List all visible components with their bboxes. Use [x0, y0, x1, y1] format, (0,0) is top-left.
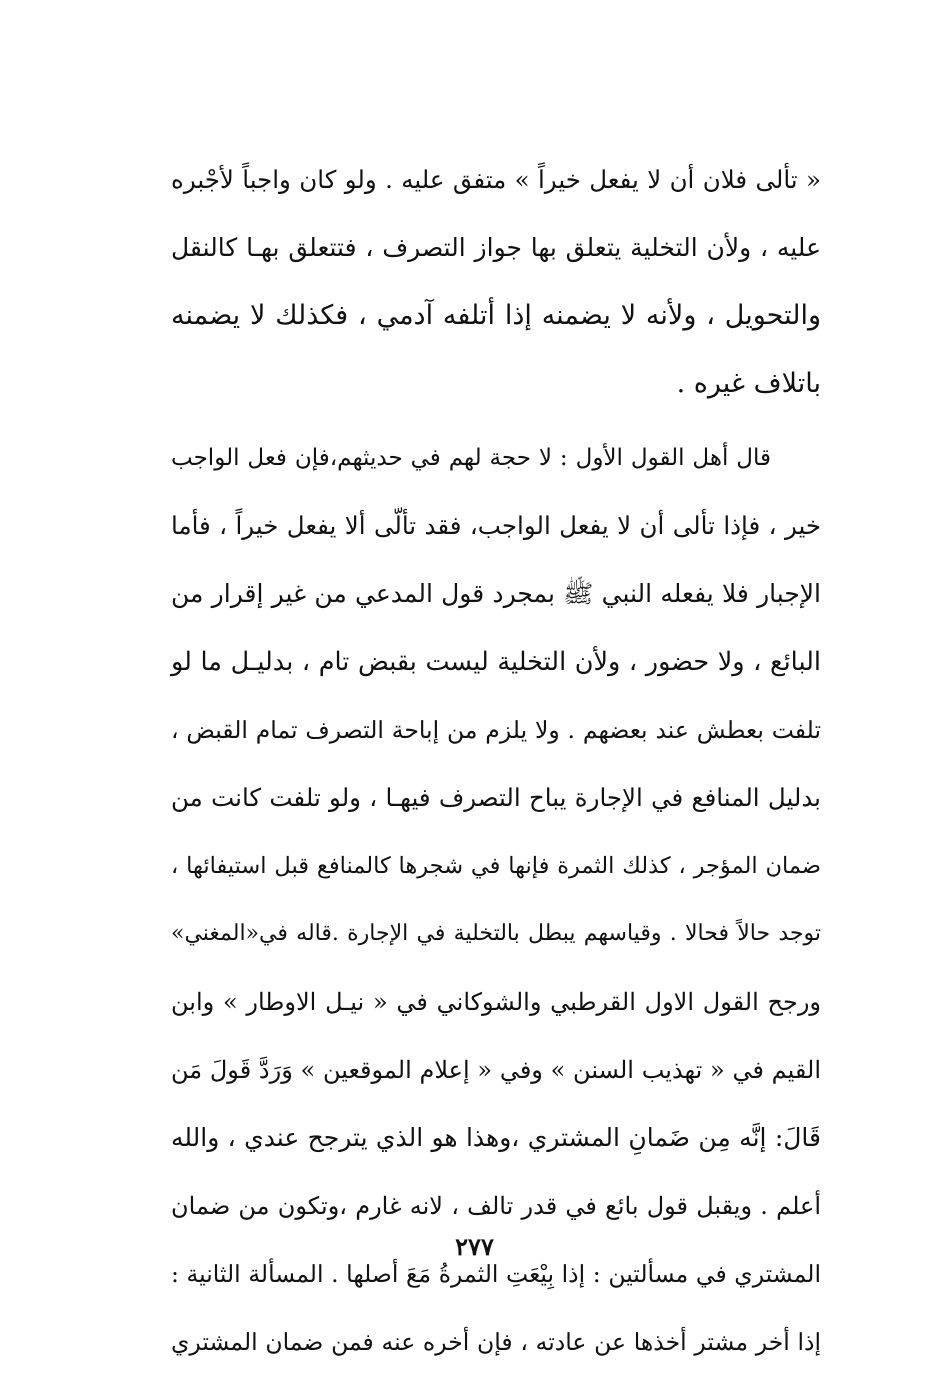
page-body-text [171, 148, 821, 1378]
text-line: أعلم . ويقبل قول بائع في قدر تالف ، لانه غارم ،وتكون من ضمان [171, 1192, 821, 1220]
text-line: والتحويل ، ولأنه لا يضمنه إذا أتلفه آدمي ، فكذلك لا يضمنه [171, 300, 821, 331]
text-line: « تألى فلان أن لا يفعل خيراً » متفق عليه . ولو كان واجباً لأجْبره [171, 165, 821, 194]
text-line: بدليل المنافع في الإجارة يباح التصرف فيهـا ، ولو تلفت كانت من [171, 783, 821, 812]
text-line: القيم في « تهذيب السنن » وفي « إعلام الموقعين » وَرَدَّ قَولَ مَن [171, 1056, 821, 1084]
text-line: عليه ، ولأن التخلية يتعلق بها جواز التصرف ، فتتعلق بهـا كالنقل [171, 233, 821, 262]
text-line: باتلاف غيره . [676, 368, 821, 399]
text-line: تلفت بعطش عند بعضهم . ولا يلزم من إباحة التصرف تمام القبض ، [171, 716, 821, 744]
text-line: ضمان المؤجر ، كذلك الثمرة فإنها في شجرها كالمنافع قبل استيفائها ، [171, 853, 821, 879]
text-line: توجد حالاً فحالا . وقياسهم يبطل بالتخلية في الإجارة .قاله في«المغني» [171, 921, 821, 946]
text-line: قال أهل القول الأول : لا حجة لهم في حديثهم،فإن فعل الواجب [171, 445, 771, 471]
text-line: قَالَ: إنَّه مِن ضَمانِ المشتري ،وهذا هو الذي يترجح عندي ، والله [171, 1123, 821, 1152]
page-number: ٢٧٧ [455, 1232, 494, 1261]
text-line: المشتري في مسألتين : إذا بِيْعَتِ الثمرةُ مَعَ أصلها . المسألة الثانية : [171, 1260, 821, 1288]
text-line: إذا أخر مشتر أخذها عن عادته ، فإن أخره عنه فمن ضمان المشتري [171, 1328, 821, 1356]
paragraph-1 [171, 148, 821, 420]
text-line: خير ، فإذا تألى أن لا يفعل الواجب، فقد تألّى ألا يفعل خيراً ، فأما [171, 511, 821, 540]
text-line: البائع ، ولا حضور ، ولأن التخلية ليست بقبض تام ، بدليـل ما لو [171, 647, 821, 677]
text-line: الإجبار فلا يفعله النبي ﷺ بمجرد قول المدعي من غير إقرار من [171, 579, 821, 608]
text-line: ورجح القول الاول القرطبي والشوكاني في « نيـل الاوطار » وابن [171, 988, 821, 1016]
